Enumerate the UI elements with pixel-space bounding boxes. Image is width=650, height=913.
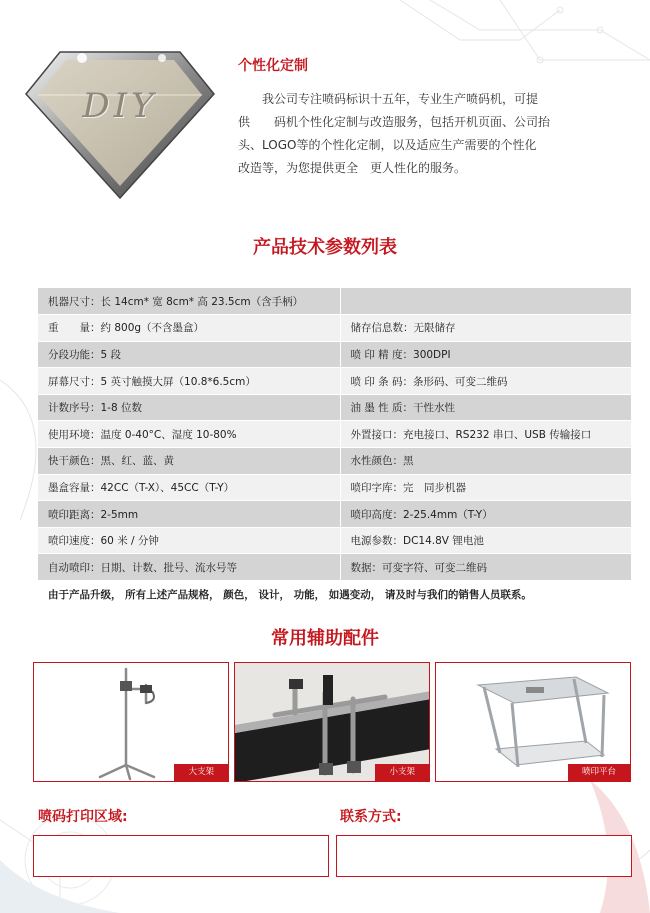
table-row bbox=[38, 315, 631, 342]
intro-line: 供 码机个性化定制与改造服务，包括开机页面、公司抬 bbox=[238, 115, 551, 129]
spec-cell: 外置接口：充电接口、RS232 串口、USB 传输接口 bbox=[340, 421, 631, 448]
spec-cell: 电源参数：DC14.8V 锂电池 bbox=[340, 527, 631, 554]
contact-box bbox=[336, 835, 632, 877]
spec-note: 由于产品升级， 所有上述产品规格， 颜色， 设计， 功能， 如遇变动， 请及时与我们的销售人员联系。 bbox=[38, 581, 631, 609]
spec-cell: 重 量：约 800g（不含墨盒） bbox=[38, 315, 340, 342]
print-area-label: 喷码打印区域: bbox=[38, 809, 128, 825]
spec-cell: 喷印高度：2-25.4mm（T-Y） bbox=[340, 501, 631, 528]
accessory-card-small-stand bbox=[234, 662, 430, 782]
table-row bbox=[38, 554, 631, 581]
table-row bbox=[38, 368, 631, 395]
spec-cell: 喷印速度：60 米 / 分钟 bbox=[38, 527, 340, 554]
diy-logo-text: DIY bbox=[82, 86, 158, 126]
spec-cell: 使用环境：温度 0-40°C、湿度 10-80% bbox=[38, 421, 340, 448]
table-row bbox=[38, 341, 631, 368]
intro-line: 头、LOGO等的个性化定制，以及适应生产需要的个性化 bbox=[238, 138, 537, 152]
spec-cell: 喷印字库：完 同步机器 bbox=[340, 474, 631, 501]
table-row bbox=[38, 288, 631, 315]
intro-line: 改造等，为您提供更全 更人性化的服务。 bbox=[238, 161, 467, 175]
table-row bbox=[38, 421, 631, 448]
spec-cell: 机器尺寸：长 14cm* 宽 8cm* 高 23.5cm（含手柄） bbox=[38, 288, 340, 315]
spec-cell: 墨盒容量：42CC（T-X）、45CC（T-Y） bbox=[38, 474, 340, 501]
spec-cell: 喷 印 精 度：300DPI bbox=[340, 341, 631, 368]
spec-cell: 分段功能：5 段 bbox=[38, 341, 340, 368]
spec-cell bbox=[340, 288, 631, 315]
intro-line: 我公司专注喷码标识十五年，专业生产喷码机，可提 bbox=[238, 92, 539, 106]
accessory-card-print-platform bbox=[435, 662, 631, 782]
accessory-card-large-stand bbox=[33, 662, 229, 782]
print-area-box bbox=[33, 835, 329, 877]
spec-cell: 水性颜色：黑 bbox=[340, 448, 631, 475]
spec-cell: 数据：可变字符、可变二维码 bbox=[340, 554, 631, 581]
spec-cell: 储存信息数：无限储存 bbox=[340, 315, 631, 342]
accessory-label: 小支架 bbox=[375, 764, 429, 781]
spec-table bbox=[38, 288, 631, 609]
accessory-label: 大支架 bbox=[174, 764, 228, 781]
spec-cell: 计数序号：1-8 位数 bbox=[38, 394, 340, 421]
spec-cell: 屏幕尺寸：5 英寸触摸大屏（10.8*6.5cm） bbox=[38, 368, 340, 395]
spec-cell: 油 墨 性 质：干性水性 bbox=[340, 394, 631, 421]
spec-cell: 喷 印 条 码：条形码、可变二维码 bbox=[340, 368, 631, 395]
table-row bbox=[38, 527, 631, 554]
accessories-title: 常用辅助配件 bbox=[271, 628, 379, 649]
table-row bbox=[38, 501, 631, 528]
contact-label: 联系方式: bbox=[340, 809, 402, 825]
spec-cell: 喷印距离：2-5mm bbox=[38, 501, 340, 528]
specs-title: 产品技术参数列表 bbox=[253, 237, 397, 258]
table-row bbox=[38, 474, 631, 501]
table-row bbox=[38, 394, 631, 421]
intro-title: 个性化定制 bbox=[238, 58, 308, 74]
table-row bbox=[38, 581, 631, 609]
spec-cell: 自动喷印：日期、计数、批号、流水号等 bbox=[38, 554, 340, 581]
spec-cell: 快干颜色：黑、红、蓝、黄 bbox=[38, 448, 340, 475]
intro-paragraph bbox=[238, 88, 583, 180]
accessory-label: 喷印平台 bbox=[568, 764, 630, 781]
table-row bbox=[38, 448, 631, 475]
